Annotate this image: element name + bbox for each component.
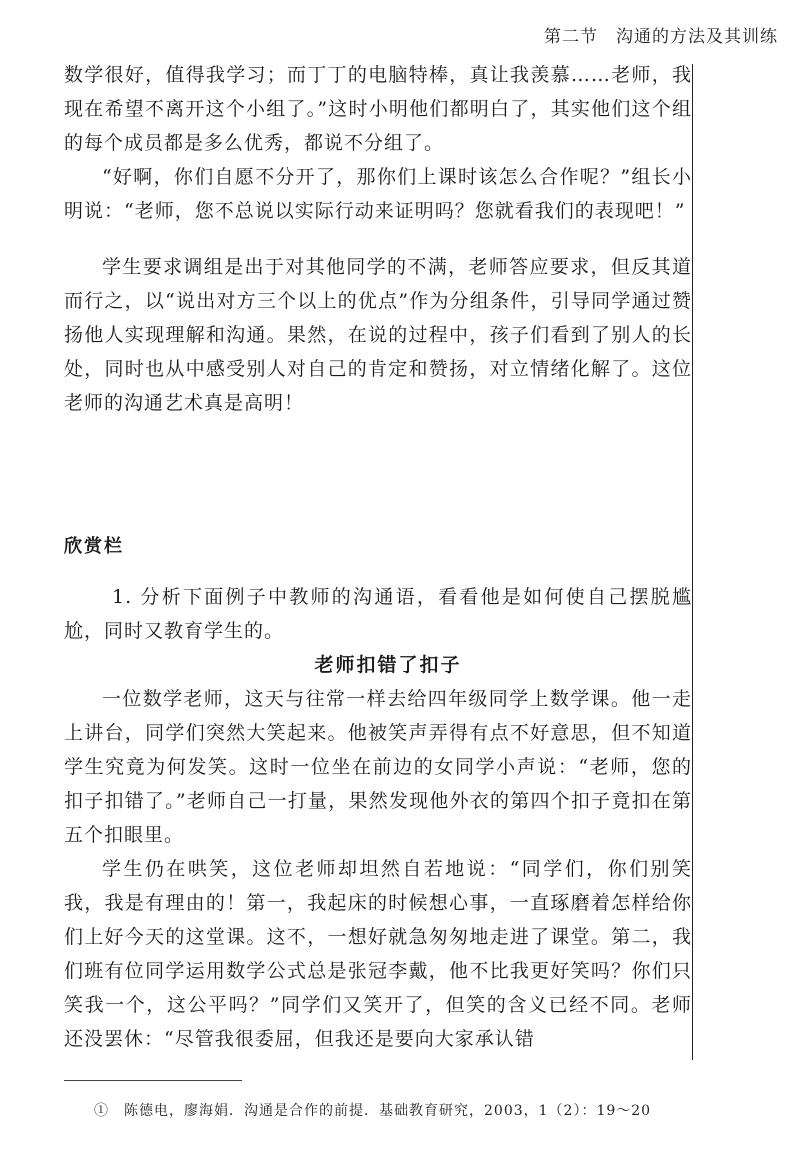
footnote-rule (64, 1080, 242, 1081)
paragraph-continued: 数学很好，值得我学习；而丁丁的电脑特棒，真让我羡慕……老师，我现在希望不离开这个小组了。”这时小明他们都明白了，其实他们这个组的每个成员都是多么优秀，都说不分组了。 (64, 64, 692, 154)
footnote: ① 陈德电，廖海娟．沟通是合作的前提．基础教育研究，2003，1（2）：19～20 (94, 1103, 652, 1119)
spacer (64, 228, 692, 250)
section-title: 欣赏栏 (64, 536, 124, 557)
exercise-prompt: 1. 分析下面例子中教师的沟通语，看看他是如何使自己摆脱尴尬，同时又教育学生的。 (64, 586, 692, 642)
running-header: 第二节 沟通的方法及其训练 (544, 27, 778, 47)
spacer (64, 564, 692, 580)
story-title: 老师扣错了扣子 (314, 654, 462, 676)
spacer (64, 420, 692, 530)
story-paragraph-1: 一位数学老师，这天与往常一样去给四年级同学上数学课。他一走上讲台，同学们突然大笑起来。他被笑声弄得有点不好意思，但不知道学生究竟为何发笑。这时一位坐在前边的女同学小声说：“老师，您的扣子扣错了。”老师自己一打量，果然发现他外衣的第四个扣子竟扣在第五个扣眼里。 (64, 688, 692, 846)
paragraph-commentary: 学生要求调组是出于对其他同学的不满，老师答应要求，但反其道而行之，以“说出对方三个以上的优点”作为分组条件，引导同学通过赞扬他人实现理解和沟通。果然，在说的过程中，孩子们看到了别人的长处，同时也从中感受别人对自己的肯定和赞扬，对立情绪化解了。这位老师的沟通艺术真是高明！ (64, 256, 692, 414)
body-text (64, 58, 692, 1056)
paragraph-dialogue: “好啊，你们自愿不分开了，那你们上课时该怎么合作呢？”组长小明说：“老师，您不总说以实际行动来证明吗？您就看我们的表现吧！” (64, 166, 692, 222)
story-paragraph-2: 学生仍在哄笑，这位老师却坦然自若地说：“同学们，你们别笑我，我是有理由的！第一，我起床的时候想心事，一直琢磨着怎样给你们上好今天的这堂课。这不，一想好就急匆匆地走进了课堂。第二，我们班有位同学运用数学公式总是张冠李戴，他不比我更好笑吗？你们只笑我一个，这公平吗？”同学们又笑开了，但笑的含义已经不同。老师还没罢休：“尽管我很委屈，但我还是要向大家承认错 (64, 858, 692, 1050)
margin-rule (692, 64, 693, 1060)
